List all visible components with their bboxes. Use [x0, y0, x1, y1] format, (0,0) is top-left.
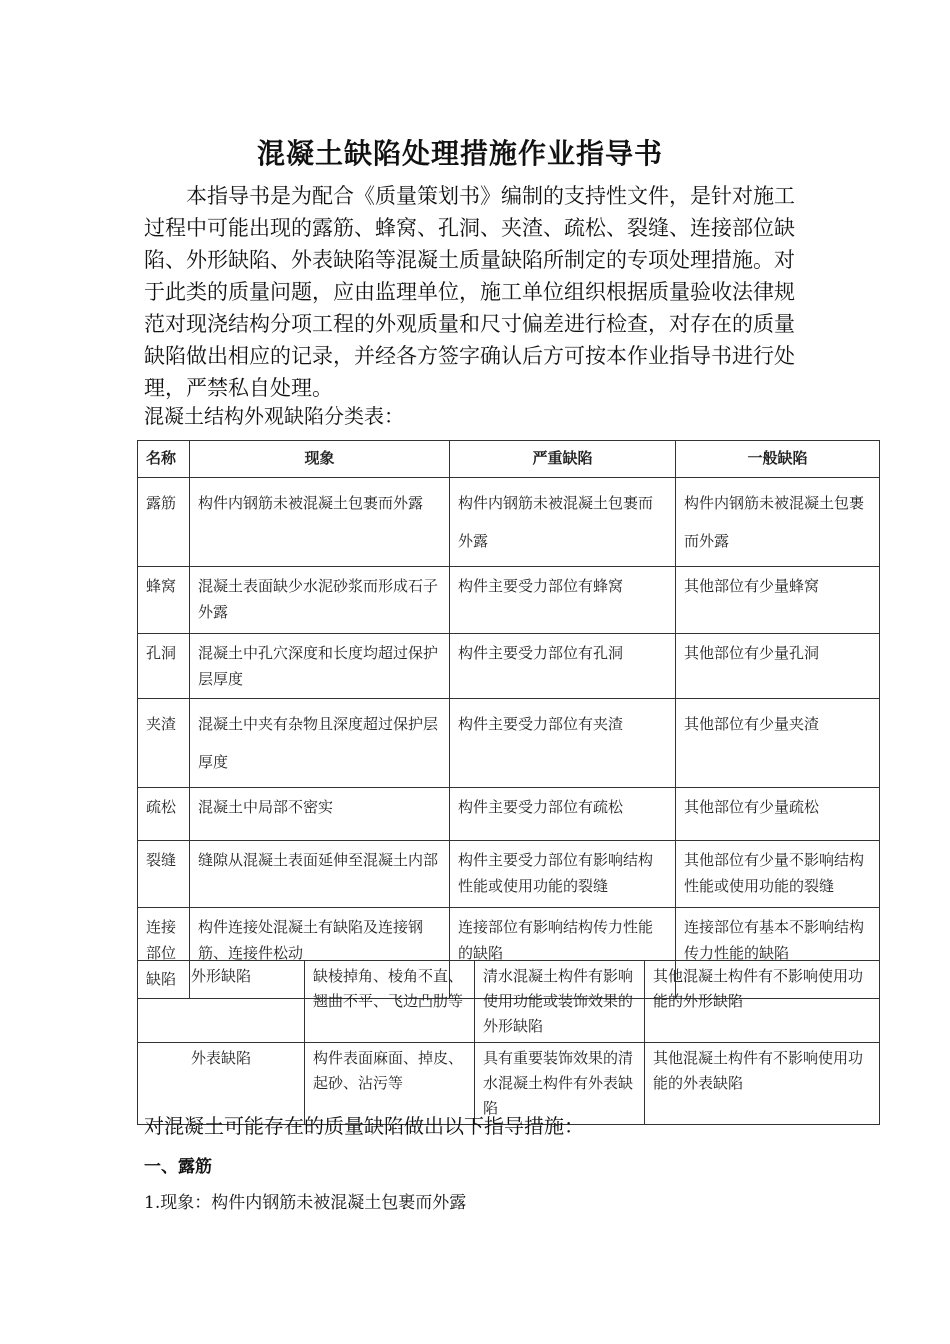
table-row: [138, 788, 880, 841]
cell-name: 孔洞: [138, 634, 190, 699]
cell-general: 其他部位有少量疏松: [676, 788, 880, 841]
cell-name: 外表缺陷: [138, 1043, 305, 1125]
header-phenomenon: 现象: [190, 441, 450, 478]
cell-general: 构件内钢筋未被混凝土包裹而外露: [676, 478, 880, 567]
cell-general: 其他部位有少量蜂窝: [676, 567, 880, 634]
cell-name: 蜂窝: [138, 567, 190, 634]
cell-phenomenon: 混凝土中夹有杂物且深度超过保护层厚度: [190, 699, 450, 788]
cell-name: 连接部位缺陷: [138, 908, 190, 999]
defect-classification-table-lower: [137, 960, 880, 1125]
measures-intro: 对混凝土可能存在的质量缺陷做出以下指导措施：: [144, 1114, 584, 1138]
intro-text: 本指导书是为配合《质量策划书》编制的支持性文件，是针对施工过程中可能出现的露筋、蜂窝、孔洞、夹渣、疏松、裂缝、连接部位缺陷、外形缺陷、外表缺陷等混凝土质量缺陷所制定的专项处理措施。对于此类的质量问题，应由监理单位，施工单位组织根据质量验收法律规范对现浇结构分项工程的外观质量和尺寸偏差进行检查，对存在的质量缺陷做出相应的记录，并经各方签字确认后方可按本作业指导书进行处理，严禁私自处理。: [144, 184, 795, 400]
document-title: 混凝土缺陷处理措施作业指导书: [256, 137, 663, 170]
cell-phenomenon: 混凝土表面缺少水泥砂浆而形成石子外露: [190, 567, 450, 634]
cell-name: 外形缺陷: [138, 961, 305, 1043]
cell-phenomenon: 缝隙从混凝土表面延伸至混凝土内部: [190, 841, 450, 908]
cell-phenomenon: 构件表面麻面、掉皮、起砂、沾污等: [305, 1043, 475, 1125]
header-serious-defect: 严重缺陷: [450, 441, 676, 478]
cell-general: 其他部位有少量夹渣: [676, 699, 880, 788]
cell-serious: 具有重要装饰效果的清水混凝土构件有外表缺陷: [475, 1043, 645, 1125]
cell-general: 其他部位有少量孔洞: [676, 634, 880, 699]
cell-phenomenon: 缺棱掉角、棱角不直、翘曲不平、飞边凸肋等: [305, 961, 475, 1043]
section-heading: 一、露筋: [144, 1157, 212, 1177]
cell-phenomenon: 构件内钢筋未被混凝土包裹而外露: [190, 478, 450, 567]
cell-serious: 连接部位有影响结构传力性能的缺陷: [450, 908, 676, 999]
cell-phenomenon: 混凝土中孔穴深度和长度均超过保护层厚度: [190, 634, 450, 699]
cell-name: 疏松: [138, 788, 190, 841]
table-row: [138, 841, 880, 908]
cell-general: 其他混凝土构件有不影响使用功能的外形缺陷: [645, 961, 880, 1043]
cell-phenomenon: 混凝土中局部不密实: [190, 788, 450, 841]
cell-name: 裂缝: [138, 841, 190, 908]
cell-general: 其他部位有少量不影响结构性能或使用功能的裂缝: [676, 841, 880, 908]
header-general-defect: 一般缺陷: [676, 441, 880, 478]
table-row: [138, 478, 880, 567]
table-row: [138, 961, 880, 1043]
header-name: 名称: [138, 441, 190, 478]
table-header-row: [138, 441, 880, 478]
cell-name: 露筋: [138, 478, 190, 567]
cell-phenomenon: 构件连接处混凝土有缺陷及连接钢筋、连接件松动: [190, 908, 450, 999]
table-caption: 混凝土结构外观缺陷分类表：: [144, 404, 404, 428]
table-row: [138, 699, 880, 788]
cell-serious: 构件主要受力部位有夹渣: [450, 699, 676, 788]
intro-paragraph: [144, 180, 804, 404]
cell-serious: 构件内钢筋未被混凝土包裹而外露: [450, 478, 676, 567]
defect-classification-table: [137, 440, 880, 999]
cell-serious: 构件主要受力部位有疏松: [450, 788, 676, 841]
cell-general: 连接部位有基本不影响结构传力性能的缺陷: [676, 908, 880, 999]
section-item: 1.现象：构件内钢筋未被混凝土包裹而外露: [144, 1193, 467, 1213]
cell-serious: 构件主要受力部位有蜂窝: [450, 567, 676, 634]
table-row: [138, 567, 880, 634]
cell-general: 其他混凝土构件有不影响使用功能的外表缺陷: [645, 1043, 880, 1125]
cell-serious: 清水混凝土构件有影响使用功能或装饰效果的外形缺陷: [475, 961, 645, 1043]
cell-serious: 构件主要受力部位有孔洞: [450, 634, 676, 699]
cell-serious: 构件主要受力部位有影响结构性能或使用功能的裂缝: [450, 841, 676, 908]
table-row: [138, 634, 880, 699]
cell-name: 夹渣: [138, 699, 190, 788]
